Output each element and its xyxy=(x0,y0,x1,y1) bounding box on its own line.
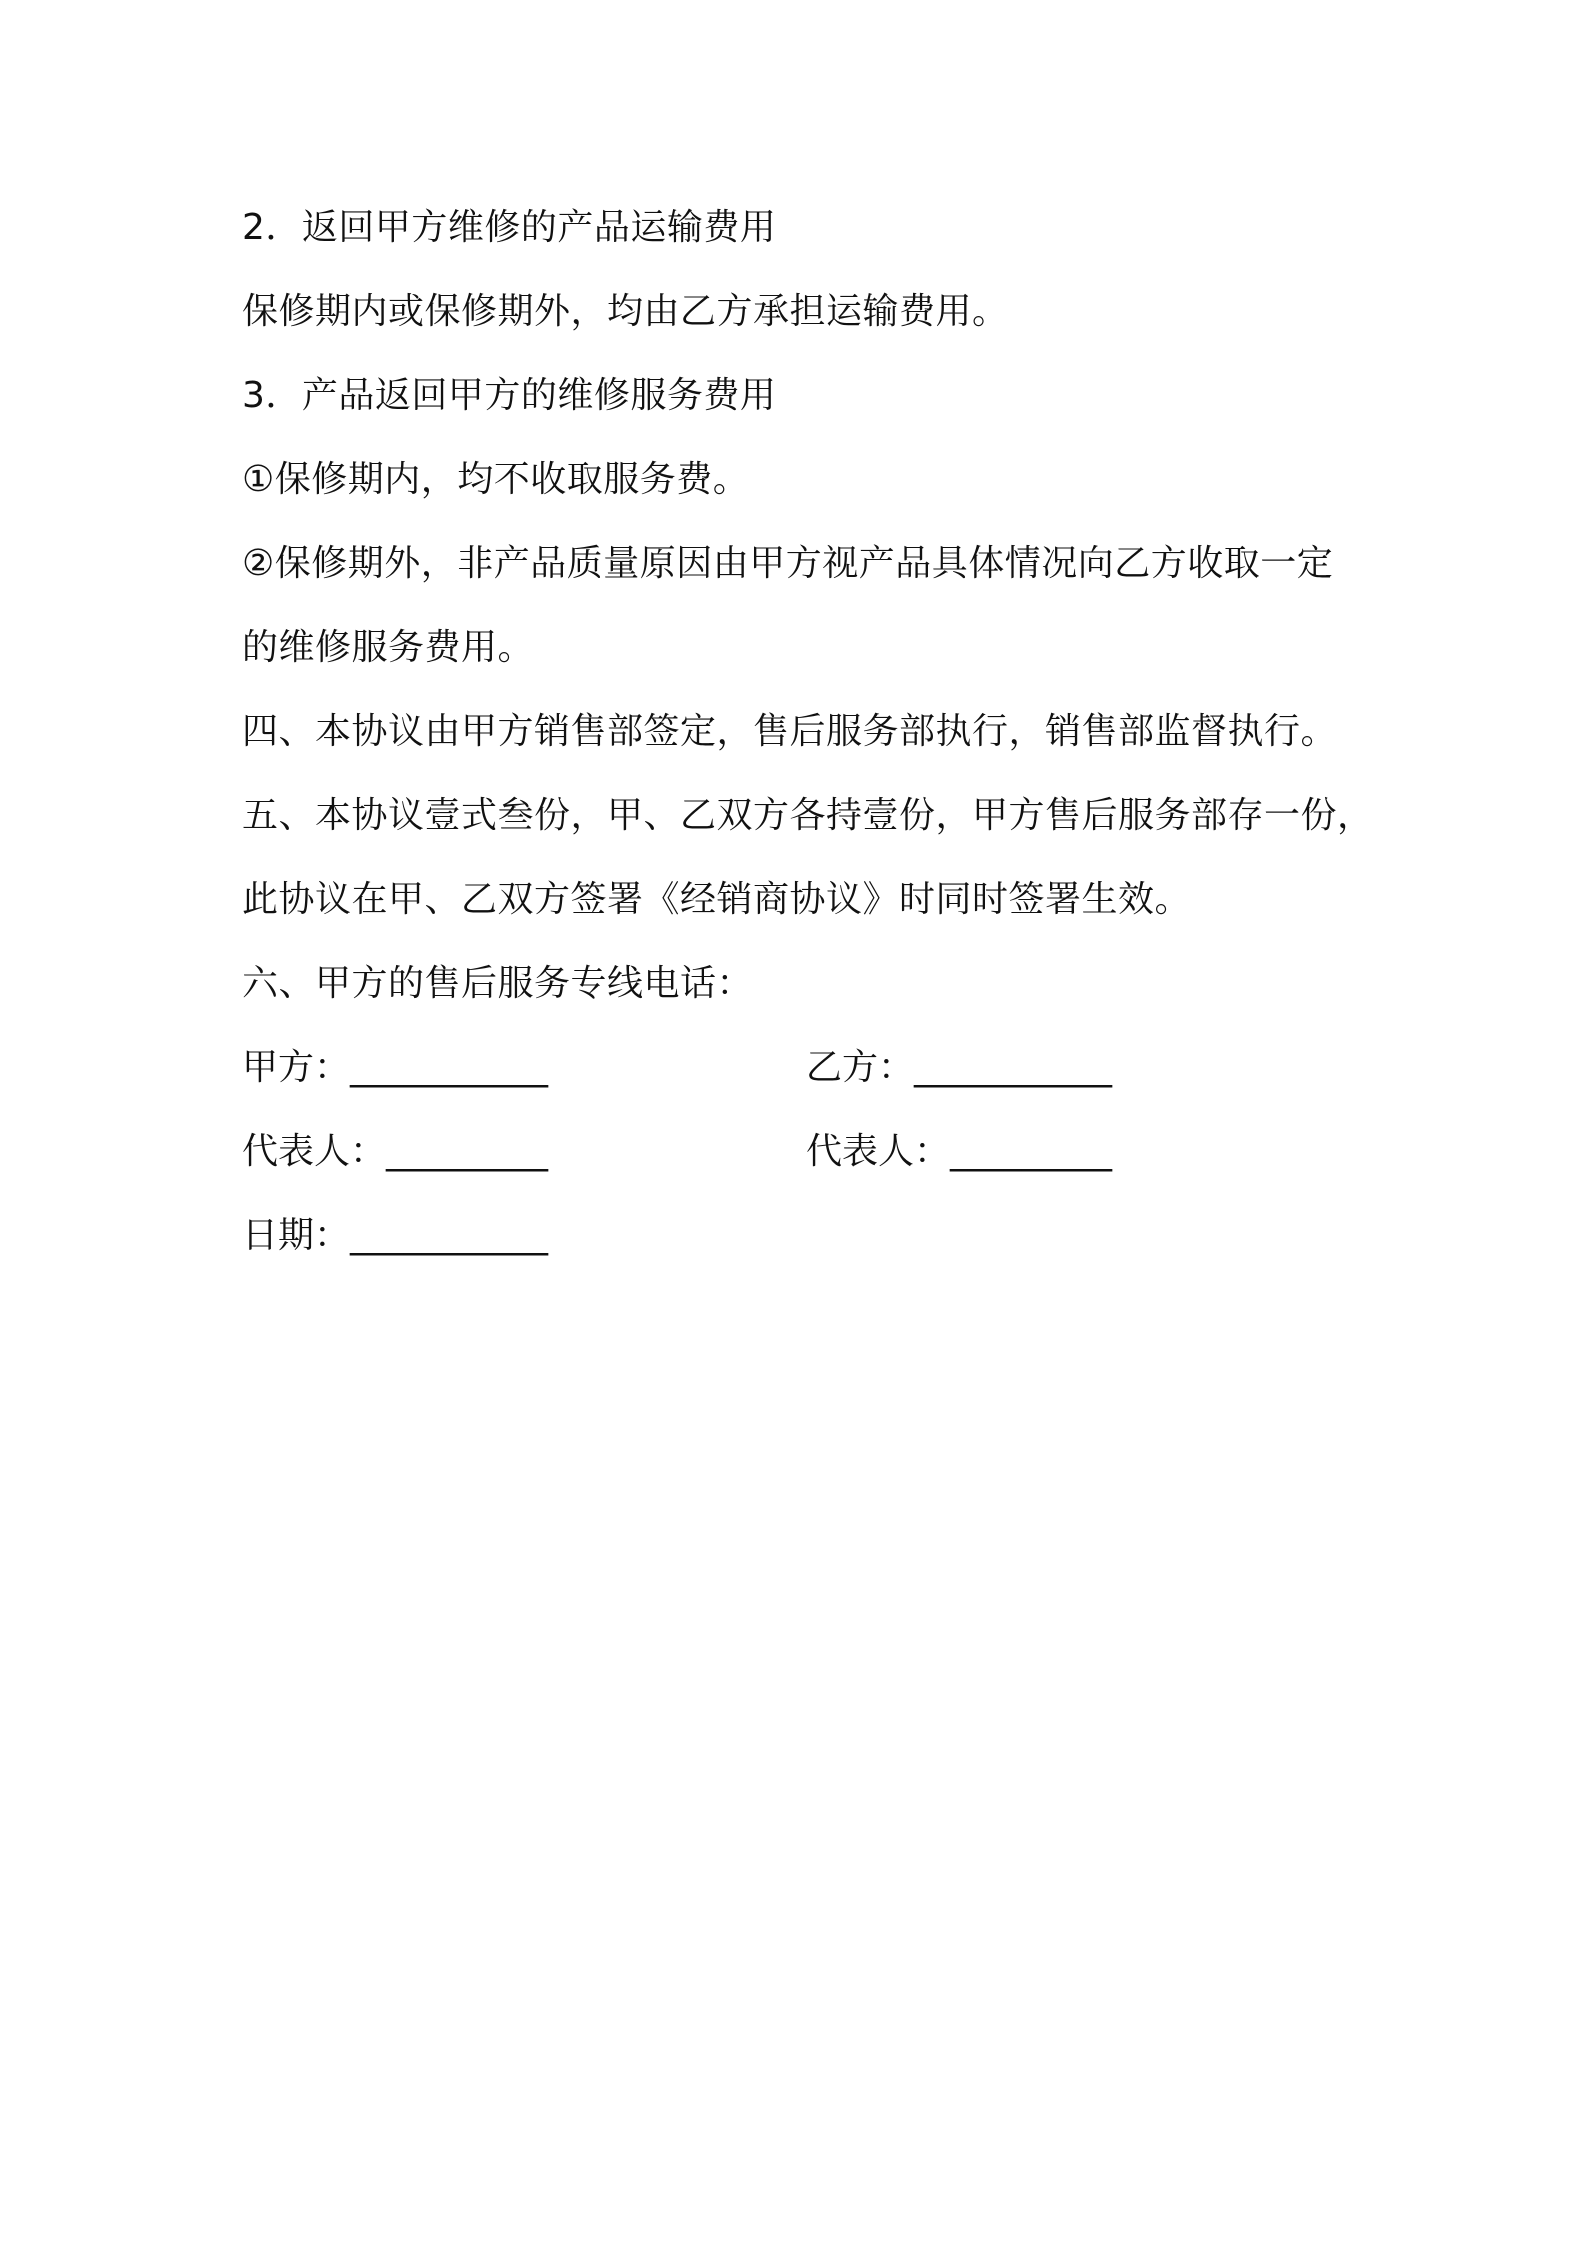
party-a-representative: 代表人：_________ xyxy=(242,1131,549,1172)
signing-date: 日期：___________ xyxy=(242,1215,549,1256)
article-five-continued: 此协议在甲、乙双方签署《经销商协议》时同时签署生效。 xyxy=(242,879,1192,920)
article-five: 五、本协议壹式叁份，甲、乙双方各持壹份，甲方售后服务部存一份， xyxy=(242,795,1374,836)
section-heading-repair-fee: 3．产品返回甲方的维修服务费用 xyxy=(242,375,777,416)
section-heading-transport-fee: 2．返回甲方维修的产品运输费用 xyxy=(242,207,777,248)
party-b-signature: 乙方：___________ xyxy=(806,1047,1113,1088)
article-six-hotline: 六、甲方的售后服务专线电话： xyxy=(242,963,754,1004)
paragraph-transport-fee: 保修期内或保修期外，均由乙方承担运输费用。 xyxy=(242,291,1009,332)
party-b-representative: 代表人：_________ xyxy=(806,1131,1113,1172)
clause-out-of-warranty-continued: 的维修服务费用。 xyxy=(242,627,535,668)
party-a-signature: 甲方：___________ xyxy=(242,1047,549,1088)
clause-out-of-warranty: ②保修期外，非产品质量原因由甲方视产品具体情况向乙方收取一定 xyxy=(242,543,1334,584)
article-four: 四、本协议由甲方销售部签定，售后服务部执行，销售部监督执行。 xyxy=(242,711,1338,752)
clause-in-warranty: ①保修期内，均不收取服务费。 xyxy=(242,459,750,500)
